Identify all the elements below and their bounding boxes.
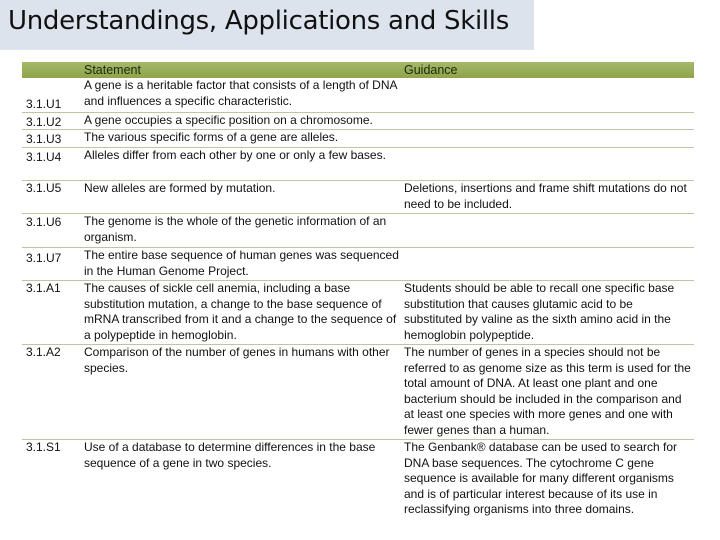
row-statement: A gene is a heritable factor that consists of a length of DNA and influences a specific characteristic. [84,78,397,108]
title-banner [0,0,534,50]
row-code: 3.1.A1 [26,281,61,295]
row-code: 3.1.U6 [26,215,62,229]
row-statement: Alleles differ from each other by one or only a few bases. [84,148,386,162]
row-code: 3.1.U2 [26,115,62,129]
row-guidance: Deletions, insertions and frame shift mutations do not need to be included. [404,181,687,211]
row-statement: The various specific forms of a gene are alleles. [84,130,339,144]
table-header [22,62,694,78]
statement-header: Statement [84,63,141,77]
table-row [22,248,694,281]
table-row [22,148,694,181]
row-statement: Comparison of the number of genes in humans with other species. [84,345,390,375]
table-row [22,440,694,534]
table-row [22,345,694,440]
row-code: 3.1.U5 [26,181,62,195]
row-guidance: The number of genes in a species should not be referred to as genome size as this term is used for the total amount of DNA. At least one plant and one bacterium should be included in the comparison and at least one species with more genes and one with fewer genes than a human. [404,345,691,437]
row-guidance: Students should be able to recall one specific base substitution that causes glutamic acid to be substituted by valine as the sixth amino acid in the hemoglobin polypeptide. [404,281,675,342]
row-statement: The genome is the whole of the genetic information of an organism. [84,214,387,244]
row-statement: Use of a database to determine differences in the base sequence of a gene in two species. [84,440,376,470]
table-row [22,113,694,130]
row-code: 3.1.U7 [26,251,62,265]
row-statement: A gene occupies a specific position on a chromosome. [84,113,373,127]
standards-table [22,62,694,534]
row-code: 3.1.A2 [26,345,61,359]
guidance-header: Guidance [404,63,458,77]
row-statement: The causes of sickle cell anemia, including a base substitution mutation, a change to the base sequence of mRNA transcribed from it and a change to the sequence of a polypeptide in hemoglobin. [84,281,397,342]
table-row [22,78,694,113]
row-statement: New alleles are formed by mutation. [84,181,276,195]
row-statement: The entire base sequence of human genes was sequenced in the Human Genome Project. [84,248,399,278]
row-guidance: The Genbank® database can be used to search for DNA base sequences. The cytochrome C gene sequence is available for many different organisms and is of particular interest because of its use in reclassifying organisms into three domains. [404,440,678,517]
row-code: 3.1.S1 [26,440,61,454]
slide-title: Understandings, Applications and Skills [8,6,509,36]
table-row [22,281,694,345]
table-row [22,214,694,248]
row-code: 3.1.U3 [26,132,62,146]
table-row [22,181,694,214]
row-code: 3.1.U4 [26,150,62,164]
table-row [22,130,694,148]
row-code: 3.1.U1 [26,97,62,111]
